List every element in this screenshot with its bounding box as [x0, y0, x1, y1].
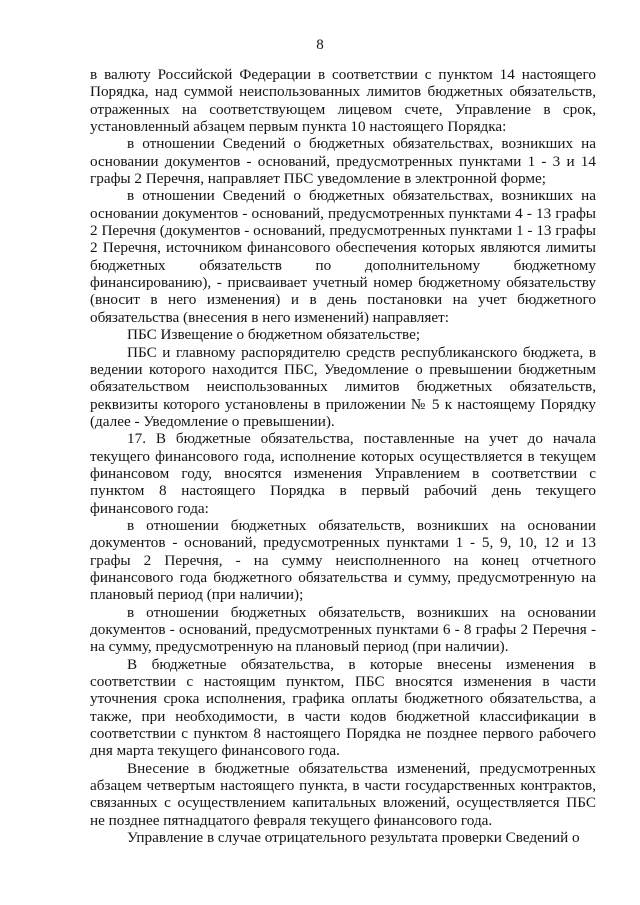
paragraph-continuation: в валюту Российской Федерации в соответствии с пунктом 14 настоящего Порядка, над суммой неиспользованных лимитов бюджетных обязательств, отраженных на соответствующем лицевом счете, Управление в срок, установленный абзацем первым пункта 10 настоящего Порядка:	[90, 66, 596, 136]
paragraph-registration-number: в отношении Сведений о бюджетных обязательствах, возникших на основании документов - оснований, предусмотренных пунктами 4 - 13 графы 2 Перечня (документов - оснований, предусмотренных пунктами 1 - 13 графы 2 Перечня, источником финансового обеспечения которых являются лимиты бюджетных обязательств по дополнительному бюджетному финансированию), - присваивает учетный номер бюджетному обязательству (вносит в него изменения) и в день постановки на учет бюджетного обязательства (внесения в него изменений) направляет:	[90, 187, 596, 326]
paragraph-changes-by-pbs: В бюджетные обязательства, в которые внесены изменения в соответствии с настоящим пунктом, ПБС вносятся изменения в части уточнения срока исполнения, графика оплаты бюджетного обязательства, а также, при необходимости, в части кодов бюджетной классификации в соответствии с пунктом 8 настоящего Порядка не позднее первого рабочего дня марта текущего финансового года.	[90, 655, 596, 760]
paragraph-excess-notification: ПБС и главному распорядителю средств республиканского бюджета, в ведении которого находится ПБС, Уведомление о превышении бюджетным обязательством неиспользованных лимитов бюджетных обязательств, реквизиты которого установлены в приложении № 5 к настоящему Порядку (далее - Уведомление о превышении).	[90, 343, 596, 430]
paragraph-notification-electronic: в отношении Сведений о бюджетных обязательствах, возникших на основании документов - оснований, предусмотренных пунктами 1 - 3 и 14 графы 2 Перечня, направляет ПБС уведомление в электронной форме;	[90, 135, 596, 188]
paragraph-capital-investments: Внесение в бюджетные обязательства изменений, предусмотренных абзацем четвертым настоящего пункта, в части государственных контрактов, связанных с осуществлением капитальных вложений, осуществляется ПБС не позднее пятнадцатого февраля текущего финансового года.	[90, 759, 596, 829]
paragraph-item-17: 17. В бюджетные обязательства, поставленные на учет до начала текущего финансового года, исполнение которых осуществляется в текущем финансовом году, вносятся изменения Управлением в соответствии с пунктом 8 настоящего Порядка в первый рабочий день текущего финансового года:	[90, 430, 596, 517]
document-body	[90, 66, 596, 846]
paragraph-notice-to-pbs: ПБС Извещение о бюджетном обязательстве;	[127, 326, 421, 344]
page-number: 8	[316, 37, 324, 53]
paragraph-items-6-8: в отношении бюджетных обязательств, возникших на основании документов - оснований, предусмотренных пунктами 6 - 8 графы 2 Перечня - на сумму, предусмотренную на плановый период (при наличии).	[90, 603, 596, 656]
paragraph-negative-check: Управление в случае отрицательного результата проверки Сведений о	[127, 829, 580, 847]
paragraph-items-1-5: в отношении бюджетных обязательств, возникших на основании документов - оснований, предусмотренных пунктами 1 - 5, 9, 10, 12 и 13 графы 2 Перечня, - на сумму неисполненного на конец отчетного финансового года бюджетного обязательства и сумму, предусмотренную на плановый период (при наличии);	[90, 516, 596, 604]
